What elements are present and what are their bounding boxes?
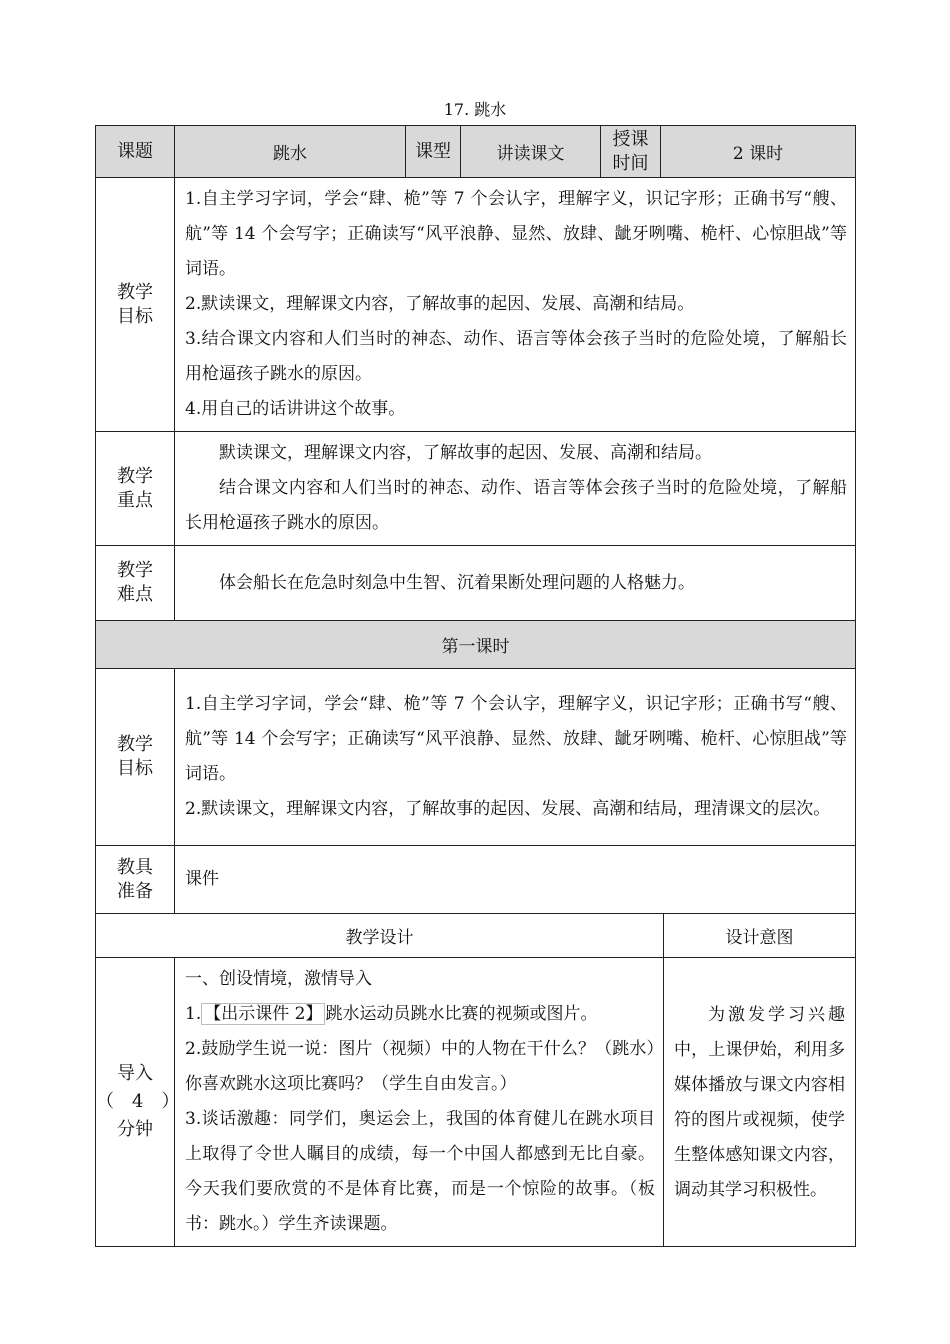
type-value: 讲读课文 bbox=[461, 126, 601, 178]
intro-heading: 一、创设情境，激情导入 bbox=[185, 969, 372, 989]
lesson1-goals-label: 教学目标 bbox=[96, 669, 175, 846]
intro-intent bbox=[664, 958, 856, 1247]
intro-minutes: （ 4 ） bbox=[96, 1091, 180, 1112]
lesson1-heading-row bbox=[96, 621, 856, 669]
time-label: 授课时间 bbox=[601, 126, 661, 178]
key-points-row bbox=[96, 432, 856, 546]
header-row bbox=[96, 126, 856, 178]
intro-label-line: 分钟 bbox=[117, 1119, 153, 1140]
difficulty-text: 体会船长在危急时刻急中生智、沉着果断处理问题的人格魅力。 bbox=[219, 572, 695, 593]
goal-item: 4.用自己的话讲讲这个故事。 bbox=[185, 399, 406, 419]
lesson-plan-table bbox=[95, 125, 856, 1247]
intro-row bbox=[96, 958, 856, 1247]
difficulty-row bbox=[96, 546, 856, 621]
goal-item: 1.自主学习字词，学会“肆、桅”等 7 个会认字，理解字义，识记字形；正确书写“艘、航”等 14 个会写字；正确读写“风平浪静、显然、放肆、龇牙咧嘴、桅杆、心惊胆战”等词语。 bbox=[185, 189, 848, 279]
difficulty-label: 教学难点 bbox=[96, 546, 175, 621]
intro-step: 2.鼓励学生说一说：图片（视频）中的人物在干什么？（跳水）你喜欢跳水这项比赛吗？（学生自由发言。） bbox=[185, 1039, 655, 1094]
goals-row bbox=[96, 178, 856, 432]
tools-row bbox=[96, 846, 856, 914]
intro-content bbox=[175, 958, 664, 1247]
design-column-heading: 教学设计 bbox=[96, 914, 664, 958]
key-point-item: 结合课文内容和人们当时的神态、动作、语言等体会孩子当时的危险处境，了解船长用枪逼孩子跳水的原因。 bbox=[185, 478, 848, 533]
key-points-content bbox=[175, 432, 856, 546]
lesson1-goal-item: 2.默读课文，理解课文内容，了解故事的起因、发展、高潮和结局，理清课文的层次。 bbox=[185, 799, 831, 819]
design-heading-row bbox=[96, 914, 856, 958]
time-value: 2 课时 bbox=[661, 126, 856, 178]
key-points-label: 教学重点 bbox=[96, 432, 175, 546]
type-label: 课型 bbox=[406, 126, 461, 178]
topic-label: 课题 bbox=[96, 126, 175, 178]
key-point-item: 默读课文，理解课文内容，了解故事的起因、发展、高潮和结局。 bbox=[219, 443, 712, 463]
lesson1-goals-content bbox=[175, 669, 856, 846]
intro-intent-text: 为激发学习兴趣中，上课伊始，利用多媒体播放与课文内容相符的图片或视频，使学生整体感知课文内容，调动其学习积极性。 bbox=[674, 1005, 846, 1200]
goal-item: 2.默读课文，理解课文内容，了解故事的起因、发展、高潮和结局。 bbox=[185, 294, 695, 314]
goals-content bbox=[175, 178, 856, 432]
document-title: 17. 跳水 bbox=[443, 100, 507, 119]
goal-item: 3.结合课文内容和人们当时的神态、动作、语言等体会孩子当时的危险处境，了解船长用枪逼孩子跳水的原因。 bbox=[185, 329, 848, 384]
lesson1-heading: 第一课时 bbox=[96, 621, 856, 669]
goals-label: 教学目标 bbox=[96, 178, 175, 432]
lesson1-goal-item: 1.自主学习字词，学会“肆、桅”等 7 个会认字，理解字义，识记字形；正确书写“艘、航”等 14 个会写字；正确读写“风平浪静、显然、放肆、龇牙咧嘴、桅杆、心惊胆战”等词语。 bbox=[185, 694, 848, 784]
intent-column-heading: 设计意图 bbox=[664, 914, 856, 958]
intro-label bbox=[96, 958, 180, 1247]
intro-step: 3.谈话激趣：同学们，奥运会上，我国的体育健儿在跳水项目上取得了令世人瞩目的成绩，每一个中国人都感到无比自豪。今天我们要欣赏的不是体育比赛，而是一个惊险的故事。（板书：跳水。）学生齐读课题。 bbox=[185, 1109, 655, 1234]
tools-label: 教具准备 bbox=[96, 846, 175, 914]
difficulty-content bbox=[175, 546, 856, 621]
tools-value: 课件 bbox=[175, 846, 856, 914]
intro-label-line: 导入 bbox=[117, 1063, 153, 1084]
lesson1-goals-row bbox=[96, 669, 856, 846]
topic-value: 跳水 bbox=[175, 126, 406, 178]
intro-step: 1. 【出示课件 2】 跳水运动员跳水比赛的视频或图片。 bbox=[185, 1004, 598, 1024]
courseware-tag: 【出示课件 2】 bbox=[201, 1003, 325, 1025]
